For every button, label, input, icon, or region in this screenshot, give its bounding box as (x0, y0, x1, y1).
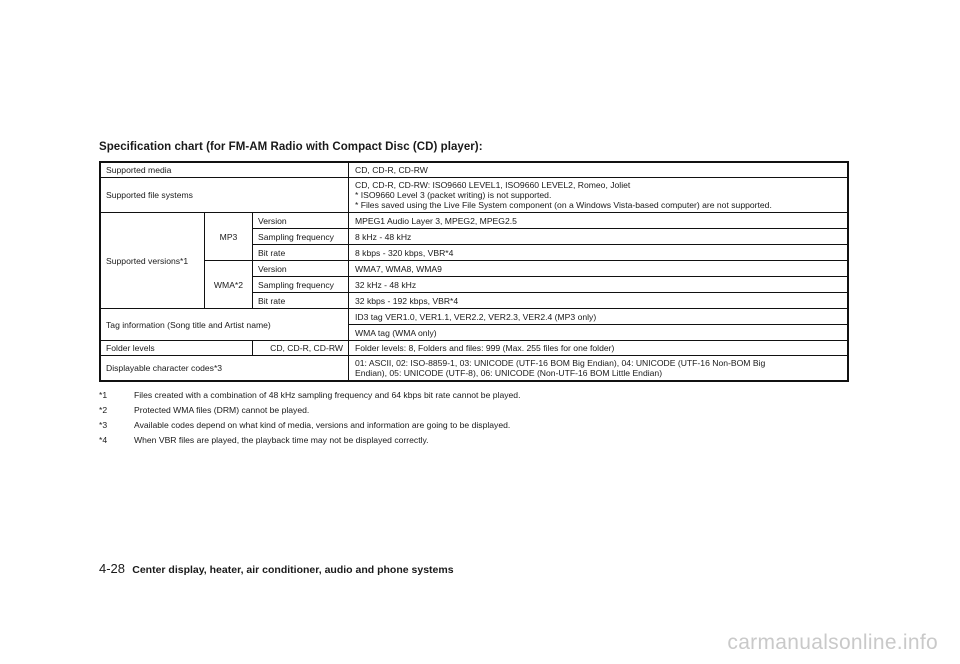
page-number: 4-28 (99, 561, 126, 576)
wma-bitrate-value: 32 kbps - 192 kbps, VBR*4 (349, 293, 849, 309)
wma-bitrate-param: Bit rate (253, 293, 349, 309)
mp3-label: MP3 (205, 213, 253, 261)
footnote-text: Protected WMA files (DRM) cannot be played. (134, 405, 310, 415)
footnote-text: Available codes depend on what kind of media, versions and information are going to be displayed. (134, 420, 511, 430)
file-systems-line: * Files saved using the Live File System component (on a Windows Vista-based computer) are not supported. (355, 200, 772, 210)
table-row (100, 341, 848, 356)
page-title: Specification chart (for FM-AM Radio with Compact Disc (CD) player): (99, 141, 483, 153)
wma-version-param: Version (253, 261, 349, 277)
footnote-text: When VBR files are played, the playback time may not be displayed correctly. (134, 435, 429, 445)
table-row (100, 261, 848, 277)
folder-levels-media: CD, CD-R, CD-RW (253, 341, 349, 356)
footnote (99, 420, 510, 430)
mp3-sampling-param: Sampling frequency (253, 229, 349, 245)
mp3-sampling-value: 8 kHz - 48 kHz (349, 229, 849, 245)
footnote (99, 390, 520, 400)
char-codes-label: Displayable character codes*3 (100, 356, 349, 382)
char-codes-value (349, 356, 849, 382)
supported-versions-label: Supported versions*1 (100, 213, 205, 309)
table-row (100, 162, 848, 178)
footnote (99, 405, 309, 415)
tag-info-value: ID3 tag VER1.0, VER1.1, VER2.2, VER2.3, VER2.4 (MP3 only) (349, 309, 849, 325)
folder-levels-value: Folder levels: 8, Folders and files: 999 (Max. 255 files for one folder) (349, 341, 849, 356)
mp3-version-param: Version (253, 213, 349, 229)
footnote-mark: *3 (99, 420, 108, 430)
char-codes-line: Endian), 05: UNICODE (UTF-8), 06: UNICODE (Non-UTF-16 BOM Little Endian) (355, 368, 663, 378)
mp3-bitrate-value: 8 kbps - 320 kbps, VBR*4 (349, 245, 849, 261)
folder-levels-label: Folder levels (100, 341, 253, 356)
char-codes-line: 01: ASCII, 02: ISO-8859-1, 03: UNICODE (UTF-16 BOM Big Endian), 04: UNICODE (UTF-16 Non-BOM Big (355, 358, 766, 368)
supported-media-value: CD, CD-R, CD-RW (349, 162, 849, 178)
table-row (100, 178, 848, 213)
tag-info-value: WMA tag (WMA only) (349, 325, 849, 341)
mp3-bitrate-param: Bit rate (253, 245, 349, 261)
footnote-mark: *4 (99, 435, 108, 445)
section-title: Center display, heater, air conditioner, audio and phone systems (132, 564, 454, 576)
mp3-version-value: MPEG1 Audio Layer 3, MPEG2, MPEG2.5 (349, 213, 849, 229)
supported-media-label: Supported media (100, 162, 349, 178)
wma-label: WMA*2 (205, 261, 253, 309)
specification-table (99, 161, 849, 382)
wma-sampling-param: Sampling frequency (253, 277, 349, 293)
wma-sampling-value: 32 kHz - 48 kHz (349, 277, 849, 293)
footnote-mark: *2 (99, 405, 108, 415)
file-systems-label: Supported file systems (100, 178, 349, 213)
tag-info-label: Tag information (Song title and Artist name) (100, 309, 349, 341)
footnote-text: Files created with a combination of 48 kHz sampling frequency and 64 kbps bit rate cannot be played. (134, 390, 521, 400)
table-row (100, 356, 848, 382)
table-row (100, 309, 848, 325)
footnote (99, 435, 429, 445)
footnote-mark: *1 (99, 390, 108, 400)
wma-version-value: WMA7, WMA8, WMA9 (349, 261, 849, 277)
file-systems-line: * ISO9660 Level 3 (packet writing) is not supported. (355, 190, 552, 200)
watermark: carmanualsonline.info (727, 631, 938, 654)
table-row (100, 213, 848, 229)
file-systems-line: CD, CD-R, CD-RW: ISO9660 LEVEL1, ISO9660 LEVEL2, Romeo, Joliet (355, 180, 631, 190)
page-footer (99, 561, 454, 576)
file-systems-value (349, 178, 849, 213)
